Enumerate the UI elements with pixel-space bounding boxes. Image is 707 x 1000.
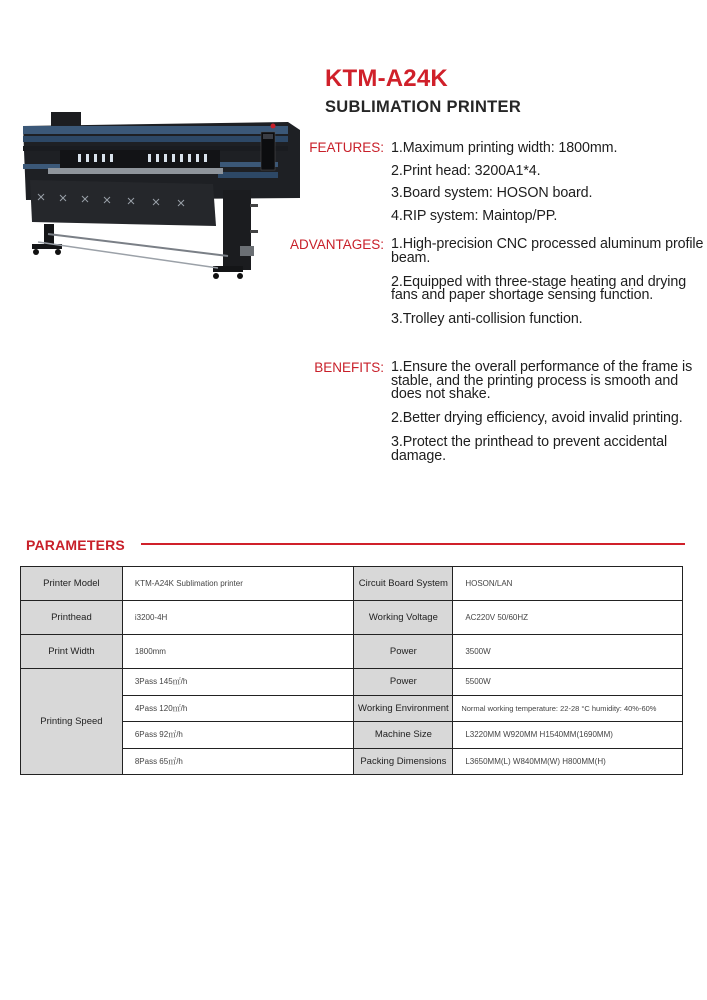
advantage-item: 1.High-precision CNC processed aluminum profile beam. bbox=[391, 236, 704, 266]
feature-item: 2.Print head: 3200A1*4. bbox=[391, 162, 541, 179]
param-value: i3200-4H bbox=[122, 601, 354, 635]
feature-item: 4.RIP system: Maintop/PP. bbox=[391, 207, 558, 224]
param-value: 5500W bbox=[453, 669, 683, 696]
parameters-divider bbox=[141, 543, 685, 545]
param-key: Working Environment bbox=[354, 695, 453, 722]
param-key: Printhead bbox=[21, 601, 123, 635]
product-model: KTM-A24K bbox=[325, 65, 448, 92]
advantages-section bbox=[290, 238, 705, 337]
benefits-label: BENEFITS: bbox=[314, 360, 384, 375]
param-key: Packing Dimensions bbox=[354, 748, 453, 775]
advantage-item: 2.Equipped with three-stage heating and drying fans and paper shortage sensing function. bbox=[391, 273, 687, 303]
benefit-item: 2.Better drying efficiency, avoid invalid printing. bbox=[391, 410, 683, 426]
speed-value: 6Pass 92㎡/h bbox=[122, 722, 354, 749]
table-row bbox=[21, 635, 683, 669]
param-value: L3220MM W920MM H1540MM(1690MM) bbox=[453, 722, 683, 749]
title-block bbox=[325, 66, 521, 117]
param-key: Machine Size bbox=[354, 722, 453, 749]
feature-item: 3.Board system: HOSON board. bbox=[391, 185, 593, 201]
parameters-table bbox=[20, 566, 683, 775]
speed-value: 3Pass 145㎡/h bbox=[122, 669, 354, 696]
param-value: KTM-A24K Sublimation printer bbox=[122, 567, 354, 601]
product-subtitle: SUBLIMATION PRINTER bbox=[325, 98, 522, 116]
param-key: Circuit Board System bbox=[354, 567, 453, 601]
speed-value: 4Pass 120㎡/h bbox=[122, 695, 354, 722]
benefit-item: 3.Protect the printhead to prevent accidental damage. bbox=[391, 434, 668, 464]
param-key: Power bbox=[354, 669, 453, 696]
param-key: Working Voltage bbox=[354, 601, 453, 635]
features-section bbox=[290, 141, 705, 231]
parameters-title: PARAMETERS bbox=[26, 537, 125, 553]
param-value: HOSON/LAN bbox=[453, 567, 683, 601]
speed-value: 8Pass 65㎡/h bbox=[122, 748, 354, 775]
param-key: Print Width bbox=[21, 635, 123, 669]
table-row bbox=[21, 601, 683, 635]
param-key: Printer Model bbox=[21, 567, 123, 601]
feature-item: 1.Maximum printing width: 1800mm. bbox=[391, 140, 618, 156]
param-value: 1800mm bbox=[122, 635, 354, 669]
param-value: AC220V 50/60HZ bbox=[453, 601, 683, 635]
param-value: L3650MM(L) W840MM(W) H800MM(H) bbox=[453, 748, 683, 775]
benefit-item: 1.Ensure the overall performance of the frame is stable, and the printing process is smooth and does not shake. bbox=[391, 359, 693, 402]
printer-illustration-icon bbox=[18, 106, 308, 296]
param-key: Power bbox=[354, 635, 453, 669]
table-row bbox=[21, 567, 683, 601]
advantages-label: ADVANTAGES: bbox=[290, 237, 385, 252]
param-value: 3500W bbox=[453, 635, 683, 669]
advantage-item: 3.Trolley anti-collision function. bbox=[391, 311, 583, 327]
features-label: FEATURES: bbox=[309, 140, 384, 155]
table-row bbox=[21, 669, 683, 696]
param-key-printing-speed: Printing Speed bbox=[21, 669, 123, 775]
param-value: Normal working temperature: 22-28 °C humidity: 40%-60% bbox=[453, 695, 683, 722]
printer-image bbox=[18, 106, 308, 296]
benefits-section bbox=[290, 361, 705, 474]
